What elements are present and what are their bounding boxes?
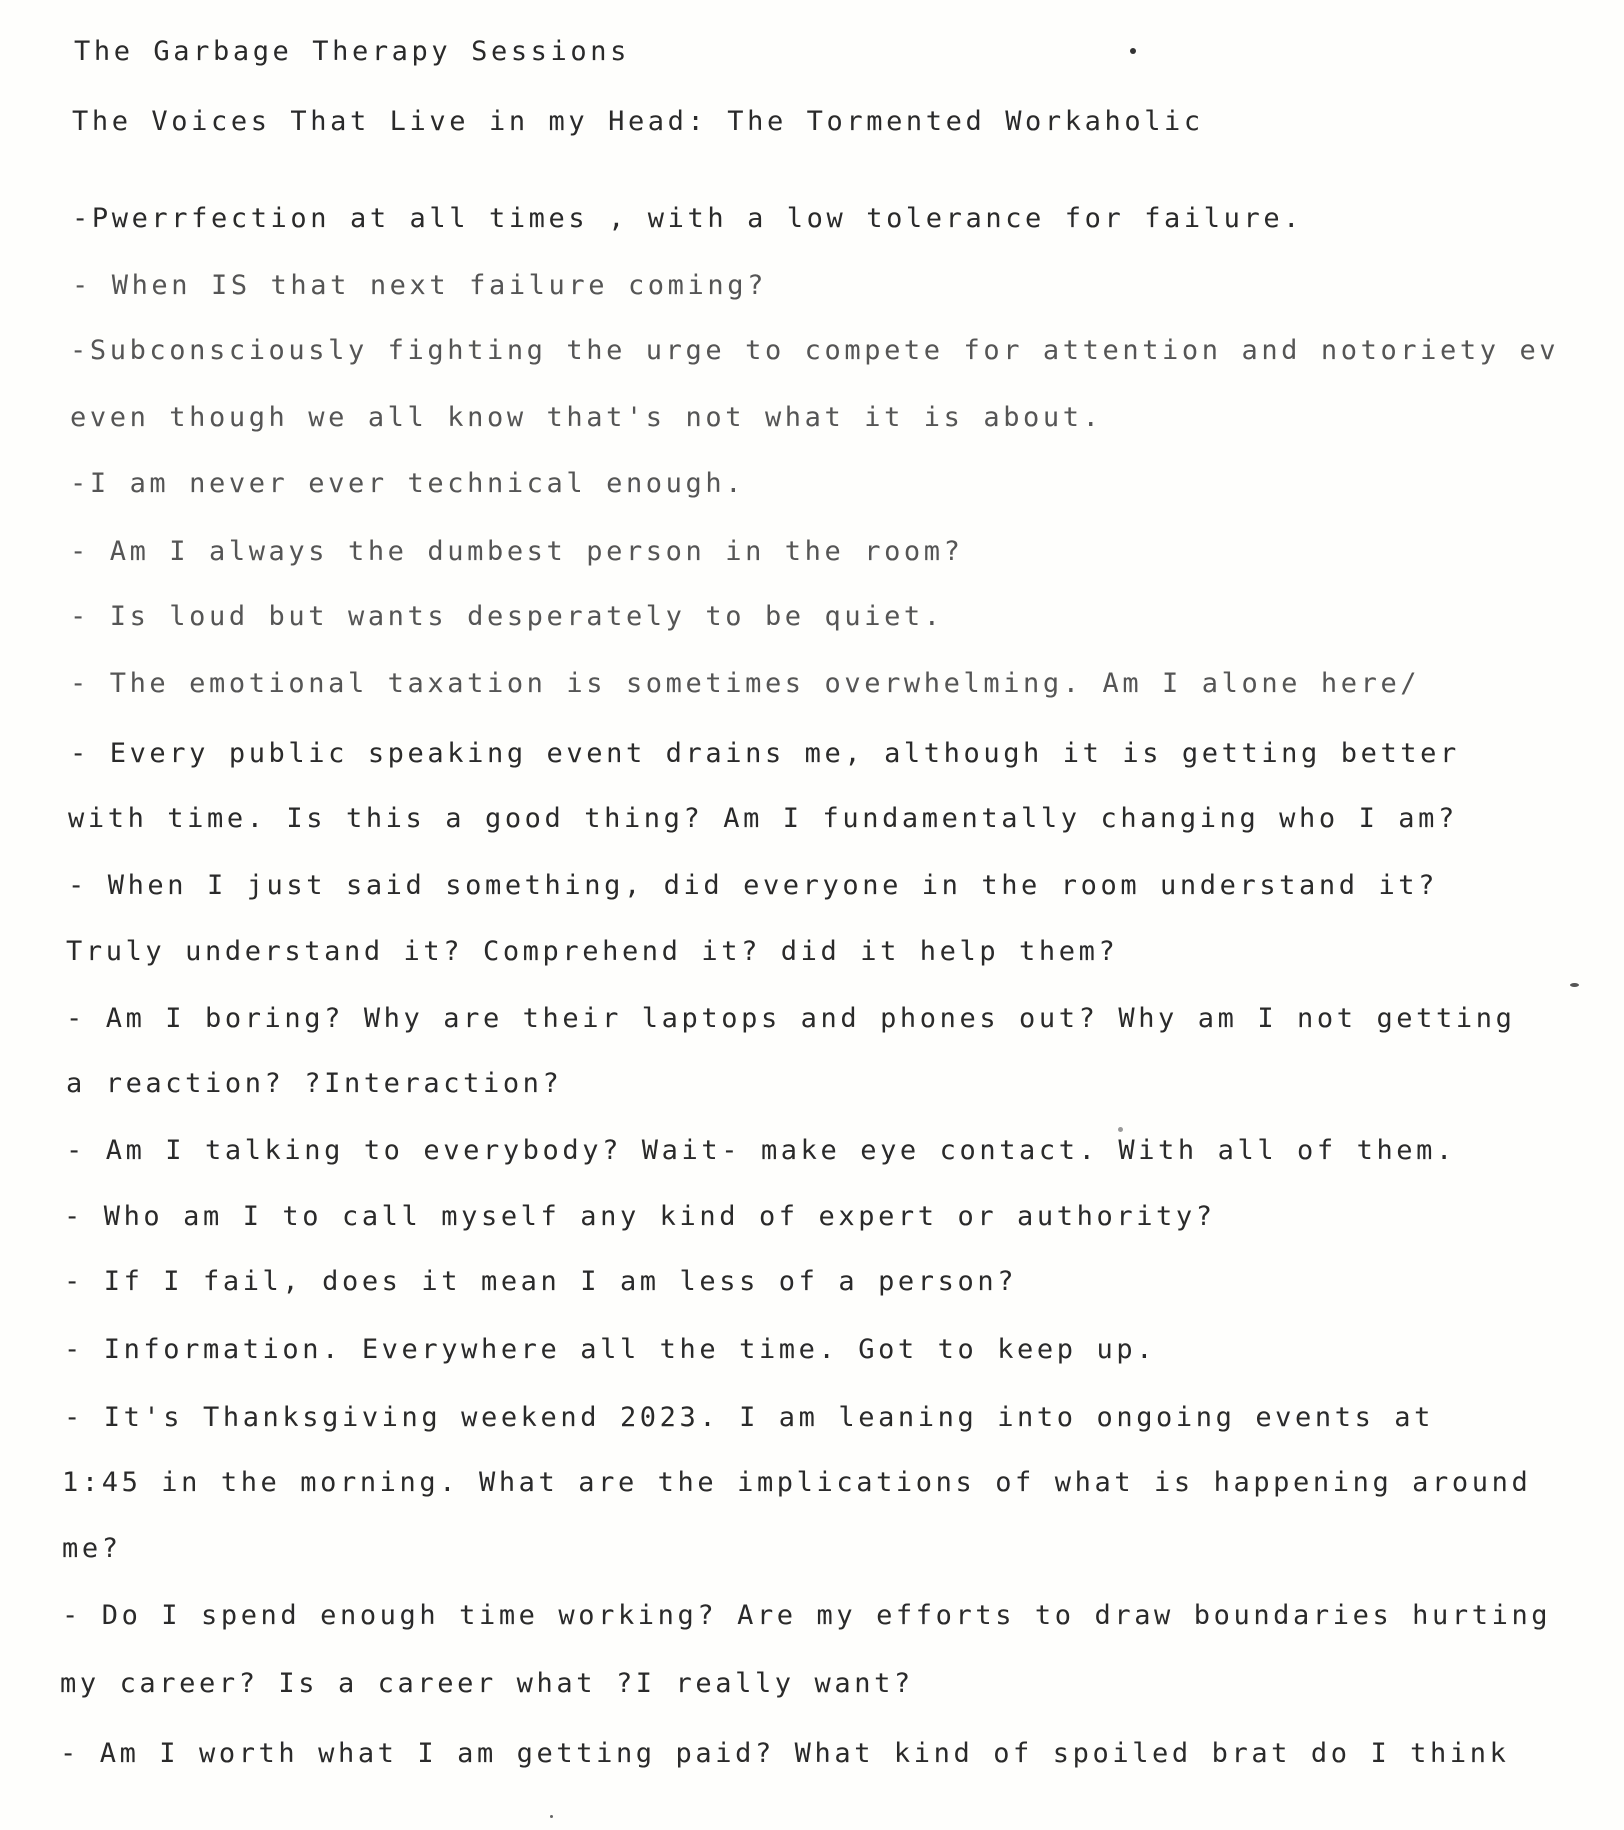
document-title: The Garbage Therapy Sessions bbox=[74, 36, 630, 67]
paper-speck bbox=[1118, 1127, 1123, 1132]
text-line: - Am I worth what I am getting paid? What kind of spoiled brat do I think bbox=[60, 1738, 1510, 1769]
text-line: - Information. Everywhere all the time. Got to keep up. bbox=[64, 1334, 1157, 1365]
text-line: - Who am I to call myself any kind of expert or authority? bbox=[64, 1201, 1216, 1232]
text-line: -I am never ever technical enough. bbox=[70, 468, 746, 499]
text-line: with time. Is this a good thing? Am I fundamentally changing who I am? bbox=[68, 803, 1458, 834]
text-line: - Am I boring? Why are their laptops and phones out? Why am I not getting bbox=[66, 1003, 1516, 1034]
text-line: my career? Is a career what ?I really want? bbox=[60, 1668, 914, 1699]
text-line: a reaction? ?Interaction? bbox=[66, 1068, 563, 1099]
text-line: Truly understand it? Comprehend it? did it help them? bbox=[66, 936, 1119, 967]
text-line: - When IS that next failure coming? bbox=[72, 270, 767, 301]
text-line: - The emotional taxation is sometimes overwhelming. Am I alone here/ bbox=[70, 668, 1421, 699]
paper-speck bbox=[550, 1815, 553, 1818]
text-line: -Subconsciously fighting the urge to compete for attention and notoriety ev bbox=[70, 335, 1560, 366]
document-subtitle: The Voices That Live in my Head: The Tormented Workaholic bbox=[72, 106, 1204, 137]
text-line: - Am I talking to everybody? Wait- make eye contact. With all of them. bbox=[66, 1135, 1456, 1166]
paper-speck bbox=[1570, 983, 1579, 987]
text-line: 1:45 in the morning. What are the implications of what is happening around bbox=[62, 1467, 1532, 1498]
text-line: - Every public speaking event drains me, although it is getting better bbox=[70, 738, 1460, 769]
text-line: -Pwerrfection at all times , with a low tolerance for failure. bbox=[72, 203, 1304, 234]
paper-speck bbox=[1130, 48, 1136, 54]
text-line: - When I just said something, did everyone in the room understand it? bbox=[68, 870, 1439, 901]
text-line: - Do I spend enough time working? Are my efforts to draw boundaries hurting bbox=[62, 1600, 1552, 1631]
text-line: even though we all know that's not what it is about. bbox=[70, 402, 1103, 433]
text-line: - It's Thanksgiving weekend 2023. I am leaning into ongoing events at bbox=[64, 1402, 1435, 1433]
text-line: - Am I always the dumbest person in the room? bbox=[70, 536, 964, 567]
text-line: - If I fail, does it mean I am less of a person? bbox=[64, 1266, 1018, 1297]
text-line: - Is loud but wants desperately to be quiet. bbox=[70, 601, 944, 632]
text-line: me? bbox=[62, 1533, 122, 1564]
